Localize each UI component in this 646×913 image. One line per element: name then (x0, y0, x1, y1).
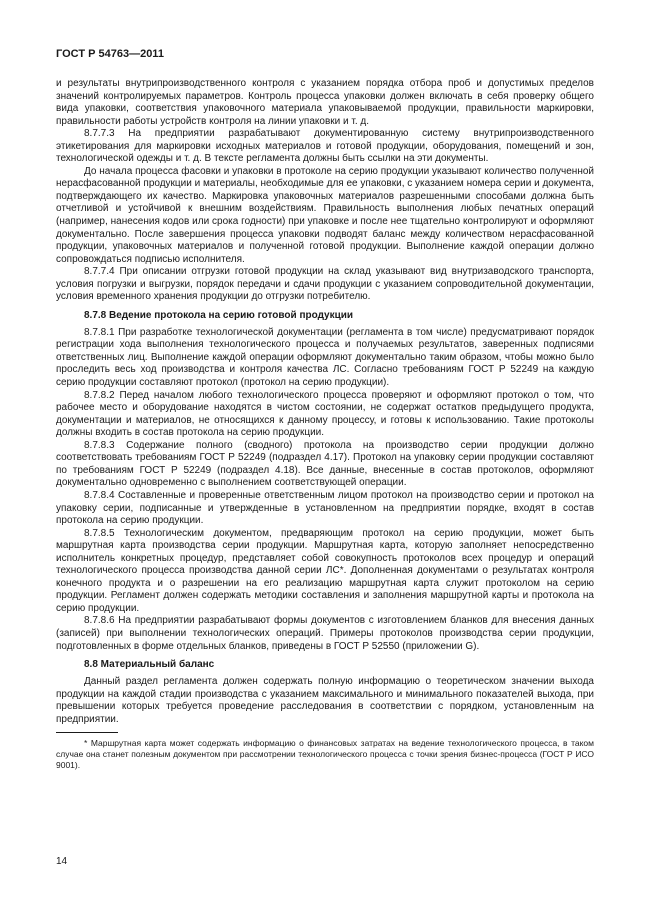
section-heading-8-7-8: 8.7.8 Ведение протокола на серию готовой продукции (84, 309, 354, 321)
paragraph: 8.7.8.1 При разработке технологической документации (регламента в том числе) предусматривают порядок регистрации хода выполнения технологического процесса и получаемых результатов, заверенных подписями ответственных лиц. Выполнение каждой операции оформляют документально таким образом, чтобы можно было проследить весь ход производства и контроля качества ЛС. Согласно требованиям ГОСТ Р 52249 на каждую серию продукции составляют протокол (протокол на серию продукции). (56, 326, 594, 389)
section-heading-8-8: 8.8 Материальный баланс (84, 659, 215, 671)
footnote (56, 738, 594, 771)
paragraph: 8.7.8.2 Перед началом любого технологического процесса проверяют и оформляют протокол о том, что рабочее место и оборудование находятся в чистом состоянии, не содержат остатков предыдущего продукта, документации и материалов, не относящихся к данному процессу, и готовы к использованию. Такие протоколы должны входить в состав протокола на серию продукции. (56, 389, 594, 439)
document-page (56, 48, 594, 771)
page-number: 14 (56, 856, 68, 867)
paragraph: 8.7.8.5 Технологическим документом, предваряющим протокол на серию продукции, может быть маршрутная карта производства серии продукции. Маршрутная карта, которую заполняет непосредственно исполнитель конкретных процедур, представляет собой совокупность протоколов всех процедур и операций технологического процесса производства данной серии ЛС*. Дополненная документами о результатах контроля конечного продукта и о разрешении на его реализацию маршрутная карта служит протоколом на серию продукции. Регламент должен содержать методики составления и заполнения маршрутной карты и протокола на серию продукции. (56, 527, 594, 614)
paragraph: 8.7.8.6 На предприятии разрабатывают формы документов с изготовлением бланков для внесения данных (записей) при выполнении технологических операций. Примеры протоколов производства серии продукции, подготовленных в форме отдельных бланков, приведены в ГОСТ Р 52550 (приложении G). (56, 615, 594, 652)
paragraph: 8.7.8.4 Составленные и проверенные ответственным лицом протокол на производство серии и протокол на упаковку серии, подписанные и утвержденные в установленном на предприятии порядке, входят в состав протокола на серию продукции. (56, 489, 594, 527)
footnote-divider (56, 732, 118, 733)
paragraph: До начала процесса фасовки и упаковки в протоколе на серию продукции указывают количество полученной нерасфасованной продукции и материалы, необходимые для ее упаковки, с указанием номера серии и документа, подтверждающего их качество. Маркировка упаковочных материалов разрешенными способами должна быть отчетливой и устойчивой к внешним воздействиям. Правильность выполнения любых печатных операций (например, нанесения кодов или срока годности) при упаковке и после нее тщательно контролируют и оформляют документально. После завершения процесса упаковки подводят баланс между количеством нерасфасованной продукции, упаковочных материалов и полученной готовой продукции. Выполнение каждой операции должно сопровождаться подписью исполнителя. (56, 165, 594, 265)
paragraph: 8.7.8.3 Содержание полного (сводного) протокола на производство серии продукции должно соответствовать требованиям ГОСТ Р 52249 (подраздел 4.17). Протокол на упаковку серии продукции составляют по требованиям ГОСТ Р 52249 (подраздел 4.18). Все данные, внесенные в состав протоколов, оформляют документально одновременно с выполнением соответствующей операции. (56, 439, 594, 489)
paragraph: 8.7.7.4 При описании отгрузки готовой продукции на склад указывают вид внутризаводского транспорта, условия погрузки и выгрузки, порядок передачи и сдачи продукции с указанием сопроводительной документации, условия временного хранения продукции до отгрузки потребителю. (56, 266, 594, 303)
paragraph: 8.7.7.3 На предприятии разрабатывают документированную систему внутрипроизводственного этикетирования для маркировки исходных материалов и готовой продукции, оборудования, помещений и зон, технологической одежды и т. д. В тексте регламента должны быть ссылки на эти документы. (56, 128, 594, 165)
standard-header: ГОСТ Р 54763—2011 (56, 48, 164, 60)
paragraph: Данный раздел регламента должен содержать полную информацию о теоретическом значении выхода продукции на каждой стадии производства с указанием максимального и минимального показателей выхода, при превышении которых требуется проведение расследования в соответствии с порядком, установленным на предприятии. (56, 676, 594, 725)
footnote-text: * Маршрутная карта может содержать информацию о финансовых затратах на ведение технологического процесса, в таком случае она станет полезным документом при рассмотрении технологического процесса с точки зрения бизнес-процесса (ГОСТ Р ИСО 9001). (56, 738, 594, 771)
paragraph: и результаты внутрипроизводственного контроля с указанием порядка отбора проб и допустимых пределов значений контролируемых параметров. Контроль процесса упаковки должен включать в себя проверку общего вида упаковки, соответствия упаковочного материала упаковываемой продукции, правильности маркировки, правильности работы устройств контроля на линии упаковки и т. д. (56, 78, 594, 127)
